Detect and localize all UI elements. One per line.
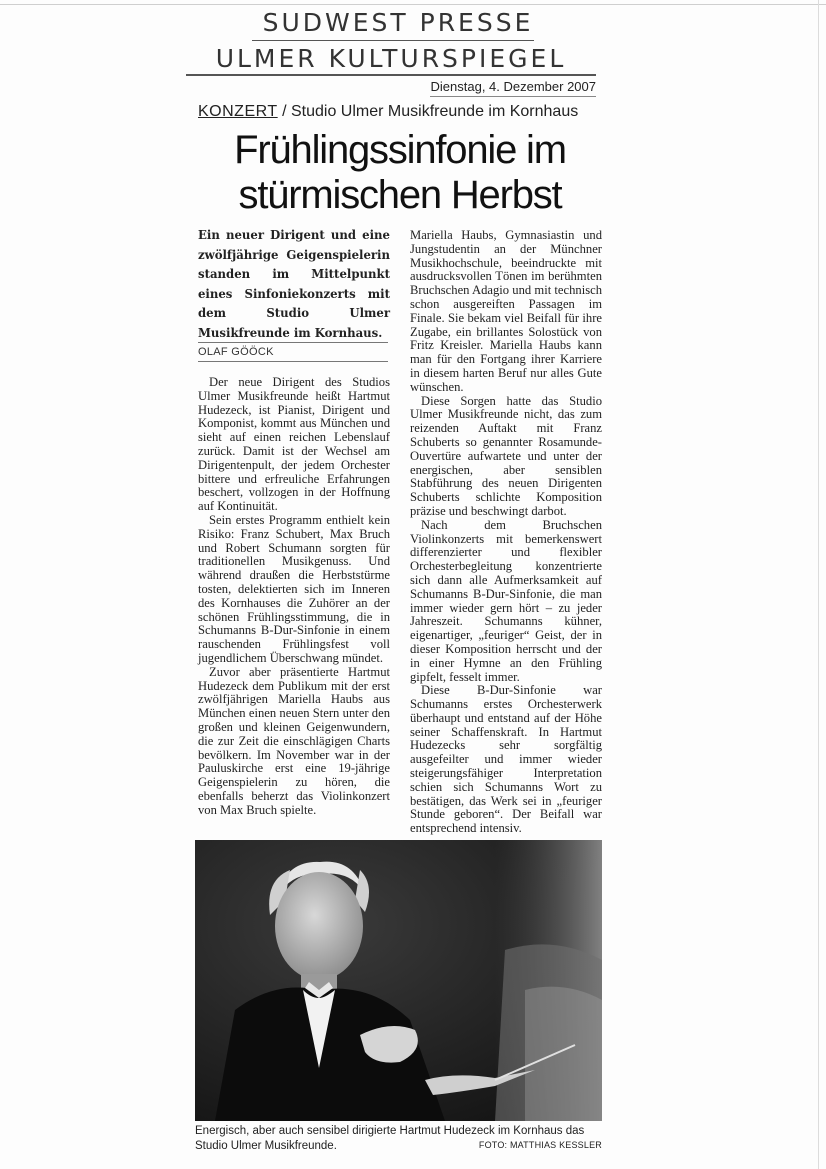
headline-line-2: stürmischen Herbst	[238, 173, 562, 217]
article-column-2	[410, 229, 602, 836]
date-rule	[430, 96, 596, 97]
page-right-edge	[818, 0, 819, 1169]
paragraph: Zuvor aber präsentierte Hartmut Hudezeck dem Publikum mit der erst zwölfjährigen Mariella Haubs aus München einen neuen Stern unter den großen und kleinen Geigenwundern, die zur Zeit die einschlägigen Charts bevölkern. Im November war in der Pauluskirche erst eine 19-jährige Geigenspielerin zu hören, die ebenfalls beherzt das Violinkonzert von Max Bruch spielte.	[198, 664, 390, 817]
article-lead: Ein neuer Dirigent und eine zwölfjährige Geigenspielerin standen im Mittelpunkt eines Sinfoniekonzerts mit dem Studio Ulmer Musikfreunde im Kornhaus.	[198, 228, 390, 340]
masthead-section-rule	[186, 74, 596, 76]
article-kicker	[198, 103, 618, 121]
article-headline	[180, 128, 620, 218]
paragraph: Nach dem Bruchschen Violinkonzerts mit bemerkenswert differenzierter und flexibler Orchesterbegleitung konzentrierte sich dann alle Aufmerksamkeit auf Schumanns B-Dur-Sinfonie, die man immer wieder gern hört – zu jeder Jahreszeit. Schumanns kühner, eigenartiger, „feuriger“ Geist, der in dieser Komposition herrscht und der in einer Hymne an den Frühling gipfelt, fesselt immer.	[410, 517, 602, 684]
photo-credit: FOTO: MATTHIAS KESSLER	[478, 1140, 602, 1150]
issue-date: Dienstag, 4. Dezember 2007	[430, 79, 596, 94]
masthead-section-name: ULMER KULTURSPIEGEL	[215, 44, 567, 73]
masthead-rule	[252, 40, 534, 41]
paragraph: Diese Sorgen hatte das Studio Ulmer Musikfreunde nicht, das zum reizenden Auftakt mit Franz Schuberts so genannter Rosamunde-Ouvertüre aufwartete und unter der energischen, aber sensiblen Stabführung des neuen Dirigenten Schuberts schlichte Komposition präzise und beschwingt darbot.	[410, 393, 602, 518]
article-column-1	[198, 376, 390, 818]
paragraph: Der neue Dirigent des Studios Ulmer Musikfreunde heißt Hartmut Hudezeck, ist Pianist, Dirigent und Komponist, kommt aus München und sieht auf einen reichen Lebenslauf zurück. Damit ist der Wechsel am Dirigentenpult, der jedem Orchester bittere und erfreuliche Erfahrungen beschert, vollzogen in der Hoffnung auf Kontinuität.	[198, 375, 390, 514]
paragraph: Diese B-Dur-Sinfonie war Schumanns erstes Orchesterwerk überhaupt und entstand auf der Höhe seiner Schaffenskraft. In Hartmut Hudezecks sehr sorgfältig ausgefeilter und immer wieder steigerungsfähiger Interpretation schien sich Schumanns Wort zu bestätigen, das Werk sei in „feuriger Stunde geboren“. Der Beifall war entsprechend intensiv.	[410, 683, 602, 836]
author-rule-top	[198, 342, 388, 343]
conductor-photo	[195, 840, 602, 1121]
headline-line-1: Frühlingssinfonie im	[234, 128, 566, 172]
page-top-edge	[0, 4, 826, 5]
photo-caption: Energisch, aber auch sensibel dirigierte Hartmut Hudezeck im Kornhaus das Studio Ulmer Musikfreunde.	[195, 1125, 585, 1152]
paragraph: Mariella Haubs, Gymnasiastin und Jungstudentin an der Münchner Musikhochschule, beeindruckte mit ausdrucksvollen Tönen im berühmten Bruchschen Adagio und mit technisch schon ausgereiften Passagen im Finale. Sie bekam viel Beifall für ihre Zugabe, ein brillantes Solostück von Fritz Kreisler. Mariella Haubs kann man für den Fortgang ihrer Karriere in diesem harten Beruf nur alles Gute wünschen.	[410, 228, 602, 394]
paragraph: Sein erstes Programm enthielt kein Risiko: Franz Schubert, Max Bruch und Robert Schumann sorgten für traditionellen Musikgenuss. Und während draußen die Herbststürme tosten, delektierten sich im Inneren des Kornhauses die Zuhörer an der schönen Frühlingsstimmung, die in Schumanns B-Dur-Sinfonie in einem rauschenden Frühlingsfest voll jugendlichem Überschwang mündet.	[198, 512, 390, 665]
kicker-text: / Studio Ulmer Musikfreunde im Kornhaus	[277, 103, 579, 120]
author-rule-bottom	[198, 361, 388, 362]
masthead-newspaper-name: SUDWEST PRESSE	[262, 8, 534, 37]
kicker-category: KONZERT	[198, 103, 278, 120]
article-author: OLAF GÖÖCK	[198, 346, 274, 358]
conductor-photo-illustration	[195, 840, 602, 1121]
